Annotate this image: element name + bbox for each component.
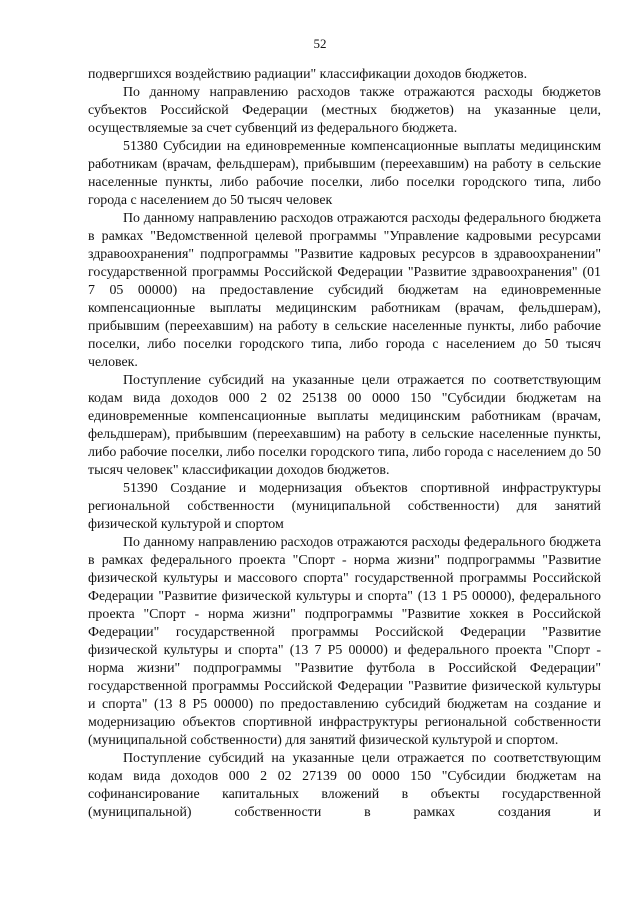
paragraph-51390-revenue: Поступление субсидий на указанные цели отражается по соответствующим кодам вида доходов 000 2 02 27139 00 0000 150 "Субсидии бюджетам на софинансирование капитальных вложений в объекты государственной (муниципальной) собственности в рамках создания и <box>88 751 601 820</box>
paragraph-regional-budgets-note: По данному направлению расходов также отражаются расходы бюджетов субъектов Российской Федерации (местных бюджетов) на указанные цели, осуществляемые за счет субвенций из федерального бюджета. <box>88 85 601 136</box>
document-body <box>88 66 601 822</box>
paragraph-51390-expenses: По данному направлению расходов отражаются расходы федерального бюджета в рамках федерального проекта "Спорт - норма жизни" подпрограммы "Развитие физической культуры и массового спорта" государственной программы Российской Федерации "Развитие физической культуры и спорта" (13 1 P5 00000), федерального проекта "Спорт - норма жизни" подпрограммы "Развитие хоккея в Российской Федерации" государственной программы Российской Федерации "Развитие физической культуры и спорта" (13 7 P5 00000) и федерального проекта "Спорт - норма жизни" подпрограммы "Развитие футбола в Российской Федерации" государственной программы Российской Федерации "Развитие физической культуры и спорта" (13 8 P5 00000) по предоставлению субсидий бюджетам на создание и модернизацию объектов спортивной инфраструктуры региональной собственности (муниципальной собственности) для занятий физической культурой и спортом. <box>88 535 601 748</box>
paragraph-continuation: подвергшихся воздействию радиации" классификации доходов бюджетов. <box>88 67 528 82</box>
paragraph-51380-revenue: Поступление субсидий на указанные цели отражается по соответствующим кодам вида доходов 000 2 02 25138 00 0000 150 "Субсидии бюджетам на единовременные компенсационные выплаты медицинским работникам (врачам, фельдшерам), прибывшим (переехавшим) на работу в сельские населенные пункты, либо рабочие поселки, либо поселки городского типа, либо города с населением до 50 тысяч человек" классификации доходов бюджетов. <box>88 373 601 478</box>
paragraph-51380-expenses: По данному направлению расходов отражаются расходы федерального бюджета в рамках "Ведомственной целевой программы "Управление кадровыми ресурсами здравоохранения" подпрограммы "Развитие кадровых ресурсов в здравоохранении" государственной программы Российской Федерации "Развитие здравоохранения" (01 7 05 00000) на предоставление субсидий бюджетам на единовременные компенсационные выплаты медицинским работникам (врачам, фельдшерам), прибывшим (переехавшим) на работу в сельские населенные пункты, либо рабочие поселки, либо поселки городского типа, либо города с населением до 50 тысяч человек. <box>88 211 601 370</box>
section-heading-51390: 51390 Создание и модернизация объектов спортивной инфраструктуры региональной собственности (муниципальной собственности) для занятий физической культурой и спортом <box>88 481 601 532</box>
page-number: 52 <box>313 36 327 51</box>
section-heading-51380: 51380 Субсидии на единовременные компенсационные выплаты медицинским работникам (врачам, фельдшерам), прибывшим (переехавшим) на работу в сельские населенные пункты, либо рабочие поселки, либо поселки городского типа, либо города с населением до 50 тысяч человек <box>88 139 601 208</box>
